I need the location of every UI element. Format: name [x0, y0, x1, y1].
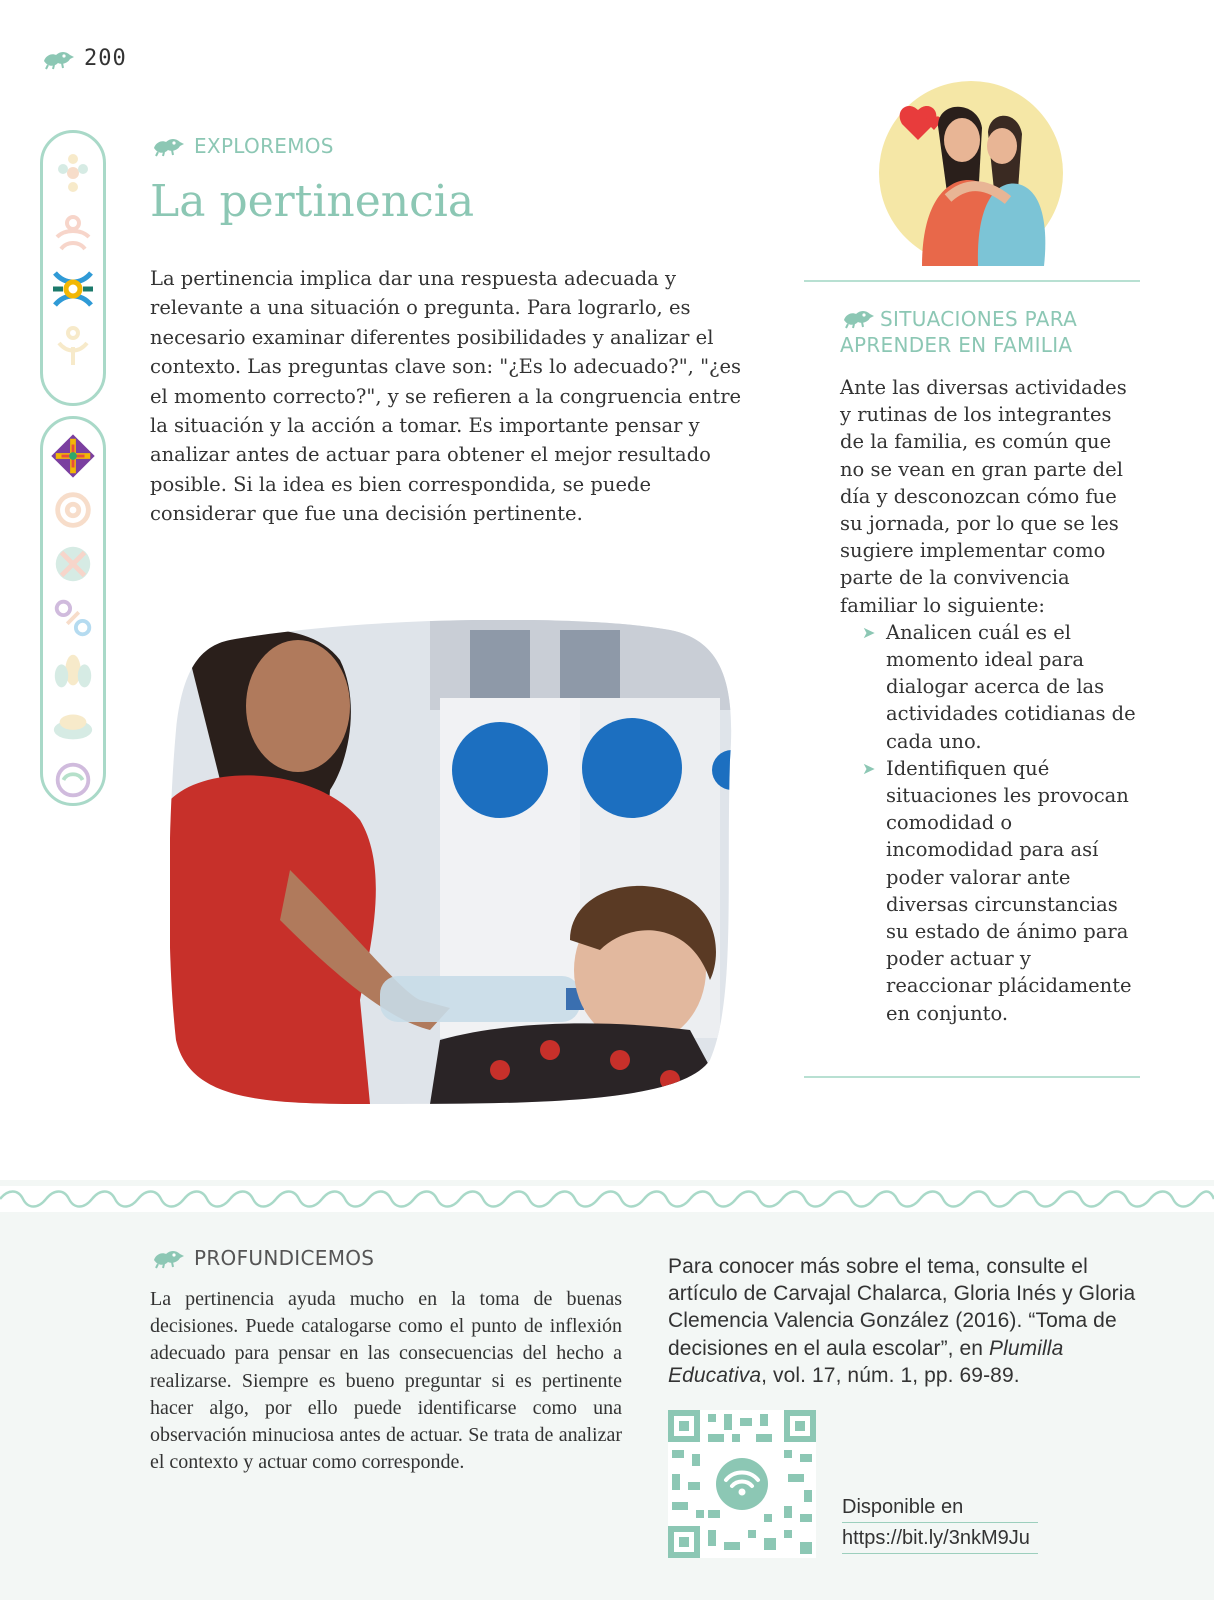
explore-paragraph: La pertinencia implica dar una respuesta adecuada y relevante a una situación o pregunta. Para lograrlo, es necesario examinar diferentes posibilidades y analizar el contexto. Las preguntas clave son: "¿Es lo adecuado?", "¿es el momento correcto?", y se refieren a la congruencia entre la situación y la acción a tomar. Es importante pensar y analizar antes de actuar para obtener el mejor resultado posible. Si la idea es bien correspondida, se puede considerar que fue una decisión pertinente. — [150, 267, 742, 526]
cross-diamond-icon — [49, 433, 97, 479]
decorative-glyph-icon — [840, 306, 876, 330]
girls-drinking-water-photo — [170, 620, 736, 1104]
qr-code-icon[interactable] — [668, 1410, 816, 1558]
hourglass-icon — [49, 541, 97, 587]
reference-url-link[interactable]: https://bit.ly/3nkM9Ju — [842, 1523, 1038, 1554]
decorative-glyph-icon — [150, 134, 186, 158]
landscape-icon — [49, 703, 97, 749]
leaf-figure-icon — [49, 323, 97, 371]
sidebar-rail-bottom — [40, 416, 106, 806]
family-bullet-list — [840, 619, 1140, 1027]
reference-citation — [668, 1253, 1138, 1389]
reference-text-before: Para conocer más sobre el tema, consulte el artículo de Carvajal Chalarca, Gloria Inés y Gloria Clemencia Valencia González (2016). “Toma de decisiones en el aula escolar”, en — [668, 1255, 1136, 1360]
connection-icon — [49, 265, 97, 313]
links-icon — [49, 595, 97, 641]
lotus-icon — [49, 649, 97, 695]
explore-header — [150, 134, 334, 158]
family-bottom-rule — [804, 1076, 1140, 1078]
deepen-paragraph: La pertinencia ayuda mucho en la toma de buenas decisiones. Puede catalogarse como el punto de inflexión adecuado para pensar en las consecuencias del hecho a realizarse. Siempre es bueno preguntar si es pertinente hacer algo, por ello puede identificarse como una observación minuciosa antes de actuar. Se trata de analizar el contexto y actuar como corresponde. — [150, 1288, 622, 1474]
page-title: La pertinencia — [150, 176, 475, 227]
availability-info — [842, 1492, 1038, 1554]
page-number-area — [40, 46, 127, 71]
family-header — [840, 306, 1140, 358]
page-number: 200 — [84, 46, 127, 71]
spiral-icon — [49, 487, 97, 533]
flower-icon — [49, 149, 97, 197]
mother-daughter-hug-illustration — [878, 80, 1064, 266]
reference-text-after: , vol. 17, núm. 1, pp. 69-89. — [761, 1363, 1020, 1387]
decorative-glyph-icon — [40, 47, 76, 71]
sun-figure-icon — [49, 207, 97, 255]
globe-icon — [49, 757, 97, 803]
family-bullet-2: ➤ Identifiquen qué situaciones les provocan comodidad o incomodidad para así poder valorar ante diversas circunstancias su estado de ánimo para poder actuar y reaccionar plácidamente en conjunto. — [840, 755, 1140, 1027]
family-content — [840, 374, 1140, 1027]
family-label-line1: SITUACIONES PARA — [880, 307, 1078, 331]
available-label: Disponible en — [842, 1492, 1038, 1523]
deepen-label: PROFUNDICEMOS — [194, 1246, 375, 1270]
explore-label: EXPLOREMOS — [194, 134, 334, 158]
sidebar-rail-top — [40, 130, 106, 406]
deepen-header — [150, 1246, 374, 1270]
family-label-line2: APRENDER EN FAMILIA — [840, 333, 1073, 357]
decorative-border-strip — [0, 1186, 1214, 1212]
family-bullet-1: ➤ Analicen cuál es el momento ideal para dialogar acerca de las actividades cotidianas de cada uno. — [840, 619, 1140, 755]
family-intro: Ante las diversas actividades y rutinas de los integrantes de la familia, es común que no se vean en gran parte del día y desconozcan cómo fue su jornada, por lo que se les sugiere implementar como parte de la convivencia familiar lo siguiente: — [840, 376, 1127, 617]
family-top-rule — [804, 280, 1140, 282]
decorative-glyph-icon — [150, 1246, 186, 1270]
reference-journal: Plumilla Educativa — [668, 1336, 1064, 1387]
